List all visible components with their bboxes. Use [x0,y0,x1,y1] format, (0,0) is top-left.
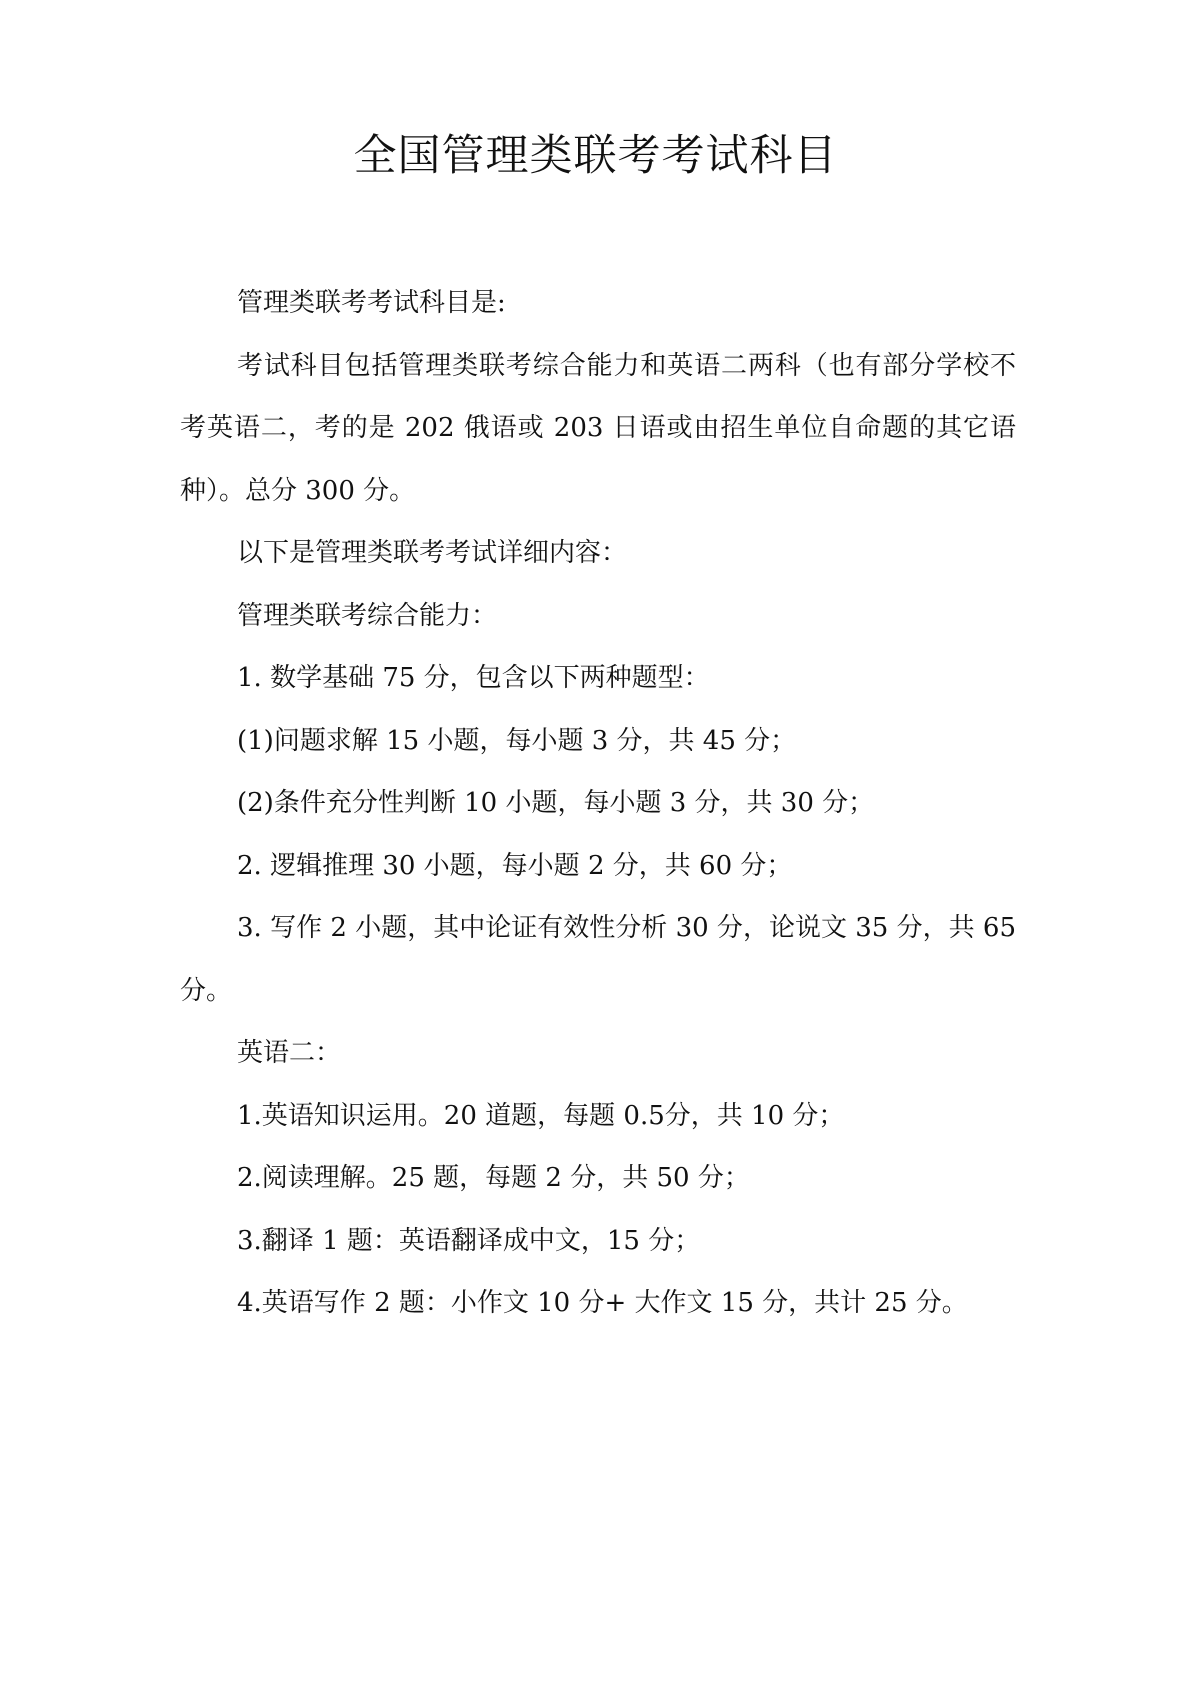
list-item-reading: 2.阅读理解。25 题，每题 2 分，共 50 分； [237,1163,750,1193]
list-item-translation: 3.翻译 1 题：英语翻译成中文，15 分； [237,1225,701,1256]
list-item-english-usage: 1.英语知识运用。20 道题，每题 0.5分，共 10 分； [237,1100,845,1131]
list-item-sufficiency: (2)条件充分性判断 10 小题，每小题 3 分，共 30 分； [237,788,875,818]
list-item-math: 1. 数学基础 75 分，包含以下两种题型： [237,663,710,693]
paragraph-intro: 管理类联考考试科目是: [237,288,506,318]
list-item-english-writing: 4.英语写作 2 题：小作文 10 分+ 大作文 15 分，共计 25 分。 [237,1288,968,1318]
section-heading-english: 英语二： [237,1038,342,1068]
list-item-writing: 3. 写作 2 小题，其中论证有效性分析 30 分，论说文 35 分，共 65 分。 [180,913,1016,1006]
page-title: 全国管理类联考考试科目 [353,131,838,181]
document-body [180,272,1016,1335]
list-item-logic: 2. 逻辑推理 30 小题，每小题 2 分，共 60 分； [237,850,793,881]
paragraph-subjects: 考试科目包括管理类联考综合能力和英语二两科（也有部分学校不考英语二，考的是 202 俄语或 203 日语或由招生单位自命题的其它语种）。总分 300 分。 [180,350,1016,506]
section-heading-comprehensive: 管理类联考综合能力： [237,600,498,631]
paragraph-details-heading: 以下是管理类联考考试详细内容： [237,538,628,568]
list-item-problem-solving: (1)问题求解 15 小题，每小题 3 分，共 45 分； [237,725,797,756]
